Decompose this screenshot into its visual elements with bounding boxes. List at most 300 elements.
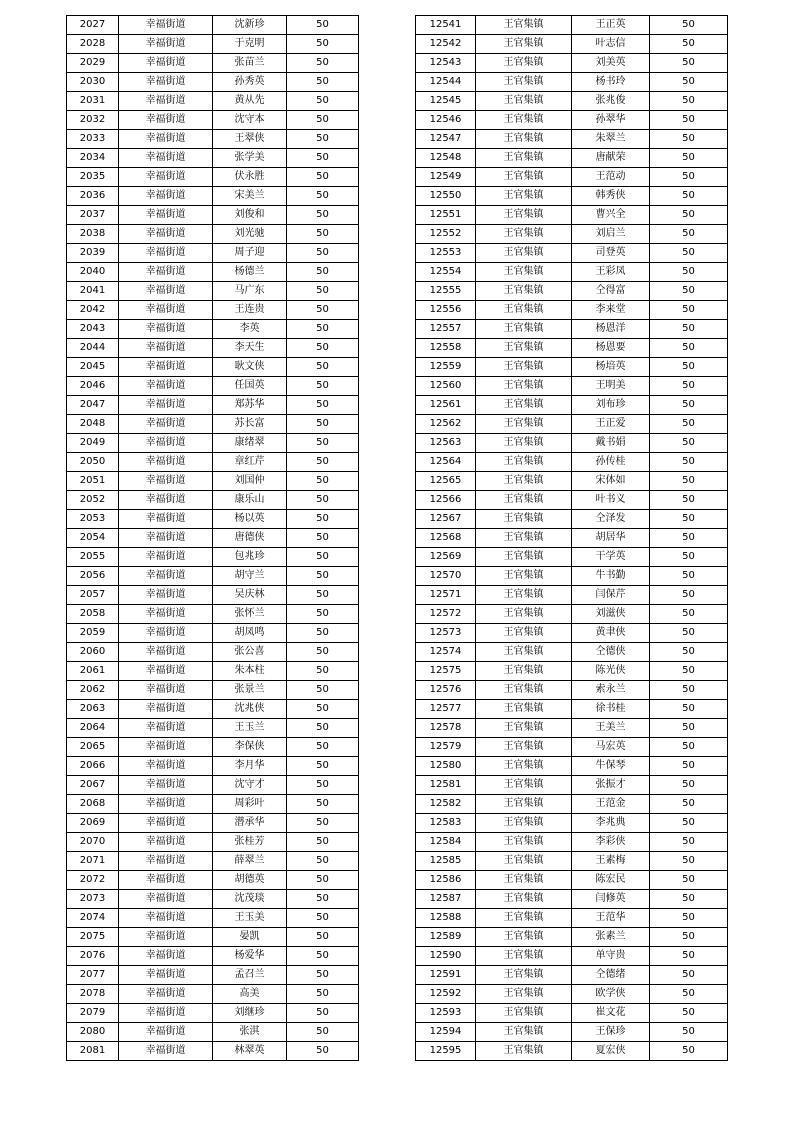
- town-cell: 幸福街道: [119, 149, 213, 168]
- serial-number-cell: 12593: [416, 1004, 476, 1023]
- person-name-cell: 胡德英: [213, 871, 287, 890]
- amount-cell: 50: [650, 966, 728, 985]
- table-row: [67, 225, 359, 244]
- amount-cell: 50: [650, 700, 728, 719]
- person-name-cell: 杨恩洋: [572, 320, 650, 339]
- person-name-cell: 干学英: [572, 548, 650, 567]
- table-row: [67, 681, 359, 700]
- town-cell: 王官集镇: [476, 92, 572, 111]
- serial-number-cell: 12544: [416, 73, 476, 92]
- town-cell: 王官集镇: [476, 339, 572, 358]
- town-cell: 王官集镇: [476, 776, 572, 795]
- serial-number-cell: 12577: [416, 700, 476, 719]
- amount-cell: 50: [650, 434, 728, 453]
- person-name-cell: 沈守本: [213, 111, 287, 130]
- table-row: [67, 510, 359, 529]
- town-cell: 幸福街道: [119, 320, 213, 339]
- table-row: [416, 738, 728, 757]
- town-cell: 王官集镇: [476, 548, 572, 567]
- table-row: [67, 453, 359, 472]
- serial-number-cell: 12585: [416, 852, 476, 871]
- person-name-cell: 王范动: [572, 168, 650, 187]
- serial-number-cell: 12589: [416, 928, 476, 947]
- serial-number-cell: 12590: [416, 947, 476, 966]
- town-cell: 幸福街道: [119, 871, 213, 890]
- town-cell: 王官集镇: [476, 719, 572, 738]
- amount-cell: 50: [650, 111, 728, 130]
- town-cell: 幸福街道: [119, 795, 213, 814]
- town-cell: 王官集镇: [476, 301, 572, 320]
- table-row: [416, 662, 728, 681]
- table-row: [416, 377, 728, 396]
- serial-number-cell: 12568: [416, 529, 476, 548]
- amount-cell: 50: [287, 852, 359, 871]
- serial-number-cell: 2033: [67, 130, 119, 149]
- serial-number-cell: 2065: [67, 738, 119, 757]
- town-cell: 幸福街道: [119, 35, 213, 54]
- town-cell: 王官集镇: [476, 377, 572, 396]
- table-row: [416, 966, 728, 985]
- table-row: [67, 643, 359, 662]
- person-name-cell: 马广东: [213, 282, 287, 301]
- town-cell: 幸福街道: [119, 1023, 213, 1042]
- table-row: [67, 586, 359, 605]
- amount-cell: 50: [287, 130, 359, 149]
- serial-number-cell: 12579: [416, 738, 476, 757]
- town-cell: 王官集镇: [476, 282, 572, 301]
- serial-number-cell: 12550: [416, 187, 476, 206]
- amount-cell: 50: [650, 453, 728, 472]
- amount-cell: 50: [650, 776, 728, 795]
- person-name-cell: 夏宏侠: [572, 1042, 650, 1061]
- amount-cell: 50: [287, 776, 359, 795]
- table-row: [67, 719, 359, 738]
- person-name-cell: 薛翠兰: [213, 852, 287, 871]
- serial-number-cell: 12582: [416, 795, 476, 814]
- person-name-cell: 沈守才: [213, 776, 287, 795]
- town-cell: 幸福街道: [119, 643, 213, 662]
- serial-number-cell: 2028: [67, 35, 119, 54]
- table-row: [416, 871, 728, 890]
- amount-cell: 50: [650, 282, 728, 301]
- serial-number-cell: 2061: [67, 662, 119, 681]
- person-name-cell: 陈宏民: [572, 871, 650, 890]
- table-row: [67, 168, 359, 187]
- town-cell: 王官集镇: [476, 130, 572, 149]
- amount-cell: 50: [650, 795, 728, 814]
- amount-cell: 50: [650, 757, 728, 776]
- amount-cell: 50: [650, 719, 728, 738]
- person-name-cell: 章红芹: [213, 453, 287, 472]
- serial-number-cell: 2069: [67, 814, 119, 833]
- serial-number-cell: 12542: [416, 35, 476, 54]
- amount-cell: 50: [650, 1042, 728, 1061]
- town-cell: 幸福街道: [119, 548, 213, 567]
- amount-cell: 50: [287, 871, 359, 890]
- serial-number-cell: 2049: [67, 434, 119, 453]
- table-row: [67, 605, 359, 624]
- amount-cell: 50: [650, 225, 728, 244]
- table-row: [67, 624, 359, 643]
- amount-cell: 50: [287, 738, 359, 757]
- town-cell: 王官集镇: [476, 73, 572, 92]
- amount-cell: 50: [287, 453, 359, 472]
- serial-number-cell: 12557: [416, 320, 476, 339]
- person-name-cell: 张公喜: [213, 643, 287, 662]
- person-name-cell: 林翠英: [213, 1042, 287, 1061]
- amount-cell: 50: [650, 358, 728, 377]
- person-name-cell: 李保侠: [213, 738, 287, 757]
- serial-number-cell: 2072: [67, 871, 119, 890]
- table-row: [67, 92, 359, 111]
- serial-number-cell: 12551: [416, 206, 476, 225]
- serial-number-cell: 2037: [67, 206, 119, 225]
- town-cell: 幸福街道: [119, 928, 213, 947]
- amount-cell: 50: [287, 396, 359, 415]
- person-name-cell: 孙传桂: [572, 453, 650, 472]
- serial-number-cell: 12584: [416, 833, 476, 852]
- table-row: [67, 263, 359, 282]
- table-row: [416, 681, 728, 700]
- town-cell: 幸福街道: [119, 16, 213, 35]
- person-name-cell: 王范金: [572, 795, 650, 814]
- amount-cell: 50: [287, 757, 359, 776]
- town-cell: 幸福街道: [119, 206, 213, 225]
- town-cell: 幸福街道: [119, 909, 213, 928]
- serial-number-cell: 12562: [416, 415, 476, 434]
- person-name-cell: 刘国仲: [213, 472, 287, 491]
- table-row: [416, 54, 728, 73]
- person-name-cell: 欧学侠: [572, 985, 650, 1004]
- person-name-cell: 胡守兰: [213, 567, 287, 586]
- person-name-cell: 崔文花: [572, 1004, 650, 1023]
- table-row: [67, 776, 359, 795]
- town-cell: 幸福街道: [119, 130, 213, 149]
- table-row: [67, 244, 359, 263]
- right-roster-body: [416, 16, 728, 1061]
- amount-cell: 50: [650, 301, 728, 320]
- town-cell: 王官集镇: [476, 149, 572, 168]
- town-cell: 王官集镇: [476, 472, 572, 491]
- town-cell: 王官集镇: [476, 187, 572, 206]
- person-name-cell: 张桂芳: [213, 833, 287, 852]
- amount-cell: 50: [287, 947, 359, 966]
- table-row: [416, 358, 728, 377]
- person-name-cell: 王玉兰: [213, 719, 287, 738]
- table-row: [416, 548, 728, 567]
- serial-number-cell: 2051: [67, 472, 119, 491]
- person-name-cell: 张苗兰: [213, 54, 287, 73]
- amount-cell: 50: [650, 339, 728, 358]
- person-name-cell: 沈兆侠: [213, 700, 287, 719]
- serial-number-cell: 2058: [67, 605, 119, 624]
- town-cell: 王官集镇: [476, 320, 572, 339]
- person-name-cell: 司登英: [572, 244, 650, 263]
- table-row: [416, 263, 728, 282]
- amount-cell: 50: [650, 168, 728, 187]
- town-cell: 王官集镇: [476, 738, 572, 757]
- serial-number-cell: 12581: [416, 776, 476, 795]
- amount-cell: 50: [287, 491, 359, 510]
- town-cell: 幸福街道: [119, 339, 213, 358]
- table-row: [67, 909, 359, 928]
- serial-number-cell: 12572: [416, 605, 476, 624]
- amount-cell: 50: [287, 966, 359, 985]
- town-cell: 幸福街道: [119, 662, 213, 681]
- amount-cell: 50: [287, 833, 359, 852]
- person-name-cell: 唐献荣: [572, 149, 650, 168]
- amount-cell: 50: [287, 586, 359, 605]
- amount-cell: 50: [650, 567, 728, 586]
- serial-number-cell: 12576: [416, 681, 476, 700]
- person-name-cell: 张淇: [213, 1023, 287, 1042]
- person-name-cell: 王正爱: [572, 415, 650, 434]
- amount-cell: 50: [287, 16, 359, 35]
- serial-number-cell: 2064: [67, 719, 119, 738]
- serial-number-cell: 12591: [416, 966, 476, 985]
- table-row: [416, 320, 728, 339]
- table-row: [416, 833, 728, 852]
- amount-cell: 50: [650, 73, 728, 92]
- town-cell: 王官集镇: [476, 928, 572, 947]
- person-name-cell: 沈新珍: [213, 16, 287, 35]
- amount-cell: 50: [287, 358, 359, 377]
- serial-number-cell: 12553: [416, 244, 476, 263]
- amount-cell: 50: [287, 225, 359, 244]
- person-name-cell: 康绪翠: [213, 434, 287, 453]
- serial-number-cell: 12565: [416, 472, 476, 491]
- amount-cell: 50: [650, 377, 728, 396]
- serial-number-cell: 2068: [67, 795, 119, 814]
- amount-cell: 50: [287, 434, 359, 453]
- amount-cell: 50: [287, 643, 359, 662]
- amount-cell: 50: [287, 719, 359, 738]
- serial-number-cell: 2035: [67, 168, 119, 187]
- serial-number-cell: 2052: [67, 491, 119, 510]
- person-name-cell: 张素兰: [572, 928, 650, 947]
- amount-cell: 50: [650, 92, 728, 111]
- amount-cell: 50: [287, 624, 359, 643]
- serial-number-cell: 2045: [67, 358, 119, 377]
- amount-cell: 50: [287, 35, 359, 54]
- town-cell: 王官集镇: [476, 947, 572, 966]
- serial-number-cell: 12569: [416, 548, 476, 567]
- town-cell: 王官集镇: [476, 890, 572, 909]
- table-row: [67, 1023, 359, 1042]
- amount-cell: 50: [287, 206, 359, 225]
- serial-number-cell: 12574: [416, 643, 476, 662]
- town-cell: 王官集镇: [476, 415, 572, 434]
- town-cell: 幸福街道: [119, 377, 213, 396]
- amount-cell: 50: [650, 681, 728, 700]
- amount-cell: 50: [287, 681, 359, 700]
- table-row: [67, 928, 359, 947]
- table-row: [416, 187, 728, 206]
- person-name-cell: 潜承华: [213, 814, 287, 833]
- table-row: [67, 206, 359, 225]
- serial-number-cell: 2054: [67, 529, 119, 548]
- amount-cell: 50: [287, 985, 359, 1004]
- person-name-cell: 伏永胜: [213, 168, 287, 187]
- amount-cell: 50: [287, 472, 359, 491]
- serial-number-cell: 12546: [416, 111, 476, 130]
- person-name-cell: 张兆俊: [572, 92, 650, 111]
- amount-cell: 50: [287, 320, 359, 339]
- amount-cell: 50: [650, 605, 728, 624]
- town-cell: 王官集镇: [476, 453, 572, 472]
- amount-cell: 50: [650, 244, 728, 263]
- person-name-cell: 王保珍: [572, 1023, 650, 1042]
- serial-number-cell: 12594: [416, 1023, 476, 1042]
- table-row: [416, 282, 728, 301]
- serial-number-cell: 2059: [67, 624, 119, 643]
- town-cell: 幸福街道: [119, 73, 213, 92]
- serial-number-cell: 2078: [67, 985, 119, 1004]
- table-row: [416, 624, 728, 643]
- serial-number-cell: 12592: [416, 985, 476, 1004]
- town-cell: 幸福街道: [119, 985, 213, 1004]
- table-row: [67, 529, 359, 548]
- person-name-cell: 叶书义: [572, 491, 650, 510]
- town-cell: 王官集镇: [476, 111, 572, 130]
- serial-number-cell: 2031: [67, 92, 119, 111]
- amount-cell: 50: [650, 35, 728, 54]
- town-cell: 王官集镇: [476, 1004, 572, 1023]
- left-roster-table: [66, 15, 359, 1061]
- person-name-cell: 吴庆林: [213, 586, 287, 605]
- town-cell: 幸福街道: [119, 415, 213, 434]
- table-row: [416, 225, 728, 244]
- table-row: [416, 852, 728, 871]
- person-name-cell: 孙翠华: [572, 111, 650, 130]
- person-name-cell: 周子迎: [213, 244, 287, 263]
- town-cell: 王官集镇: [476, 814, 572, 833]
- amount-cell: 50: [650, 529, 728, 548]
- person-name-cell: 晏凯: [213, 928, 287, 947]
- person-name-cell: 孟召兰: [213, 966, 287, 985]
- serial-number-cell: 12547: [416, 130, 476, 149]
- person-name-cell: 刘光驰: [213, 225, 287, 244]
- person-name-cell: 李彩侠: [572, 833, 650, 852]
- town-cell: 幸福街道: [119, 833, 213, 852]
- amount-cell: 50: [287, 282, 359, 301]
- table-row: [67, 966, 359, 985]
- table-row: [67, 187, 359, 206]
- town-cell: 幸福街道: [119, 814, 213, 833]
- town-cell: 王官集镇: [476, 662, 572, 681]
- amount-cell: 50: [650, 909, 728, 928]
- table-row: [67, 282, 359, 301]
- table-row: [416, 776, 728, 795]
- town-cell: 幸福街道: [119, 434, 213, 453]
- table-row: [416, 814, 728, 833]
- town-cell: 幸福街道: [119, 244, 213, 263]
- table-row: [416, 529, 728, 548]
- person-name-cell: 张景兰: [213, 681, 287, 700]
- amount-cell: 50: [650, 149, 728, 168]
- serial-number-cell: 2040: [67, 263, 119, 282]
- town-cell: 王官集镇: [476, 225, 572, 244]
- serial-number-cell: 12583: [416, 814, 476, 833]
- town-cell: 幸福街道: [119, 1004, 213, 1023]
- amount-cell: 50: [287, 263, 359, 282]
- amount-cell: 50: [650, 130, 728, 149]
- town-cell: 王官集镇: [476, 909, 572, 928]
- person-name-cell: 周彩叶: [213, 795, 287, 814]
- person-name-cell: 张振才: [572, 776, 650, 795]
- person-name-cell: 仝德绪: [572, 966, 650, 985]
- town-cell: 幸福街道: [119, 168, 213, 187]
- person-name-cell: 包兆珍: [213, 548, 287, 567]
- table-row: [67, 795, 359, 814]
- table-row: [416, 244, 728, 263]
- person-name-cell: 杨爱华: [213, 947, 287, 966]
- serial-number-cell: 12573: [416, 624, 476, 643]
- town-cell: 王官集镇: [476, 567, 572, 586]
- town-cell: 王官集镇: [476, 852, 572, 871]
- table-row: [67, 358, 359, 377]
- town-cell: 王官集镇: [476, 434, 572, 453]
- table-row: [416, 168, 728, 187]
- table-row: [67, 491, 359, 510]
- table-row: [67, 472, 359, 491]
- serial-number-cell: 2050: [67, 453, 119, 472]
- serial-number-cell: 2043: [67, 320, 119, 339]
- table-row: [67, 396, 359, 415]
- person-name-cell: 朱翠兰: [572, 130, 650, 149]
- serial-number-cell: 2073: [67, 890, 119, 909]
- person-name-cell: 刘美英: [572, 54, 650, 73]
- town-cell: 幸福街道: [119, 586, 213, 605]
- town-cell: 王官集镇: [476, 358, 572, 377]
- serial-number-cell: 12586: [416, 871, 476, 890]
- serial-number-cell: 2038: [67, 225, 119, 244]
- person-name-cell: 曹兴全: [572, 206, 650, 225]
- person-name-cell: 杨德兰: [213, 263, 287, 282]
- table-row: [416, 757, 728, 776]
- serial-number-cell: 12545: [416, 92, 476, 111]
- person-name-cell: 黄从先: [213, 92, 287, 111]
- person-name-cell: 仝德侠: [572, 643, 650, 662]
- table-row: [416, 339, 728, 358]
- serial-number-cell: 2048: [67, 415, 119, 434]
- amount-cell: 50: [287, 890, 359, 909]
- serial-number-cell: 2074: [67, 909, 119, 928]
- table-row: [67, 662, 359, 681]
- table-row: [416, 947, 728, 966]
- serial-number-cell: 12567: [416, 510, 476, 529]
- amount-cell: 50: [650, 491, 728, 510]
- town-cell: 幸福街道: [119, 947, 213, 966]
- person-name-cell: 李天生: [213, 339, 287, 358]
- town-cell: 王官集镇: [476, 35, 572, 54]
- town-cell: 王官集镇: [476, 168, 572, 187]
- town-cell: 幸福街道: [119, 472, 213, 491]
- town-cell: 幸福街道: [119, 624, 213, 643]
- town-cell: 王官集镇: [476, 681, 572, 700]
- person-name-cell: 宋体如: [572, 472, 650, 491]
- amount-cell: 50: [650, 1004, 728, 1023]
- table-row: [67, 415, 359, 434]
- amount-cell: 50: [287, 1042, 359, 1061]
- person-name-cell: 马宏英: [572, 738, 650, 757]
- table-row: [416, 453, 728, 472]
- town-cell: 王官集镇: [476, 966, 572, 985]
- serial-number-cell: 2076: [67, 947, 119, 966]
- table-row: [67, 871, 359, 890]
- town-cell: 幸福街道: [119, 757, 213, 776]
- person-name-cell: 高美: [213, 985, 287, 1004]
